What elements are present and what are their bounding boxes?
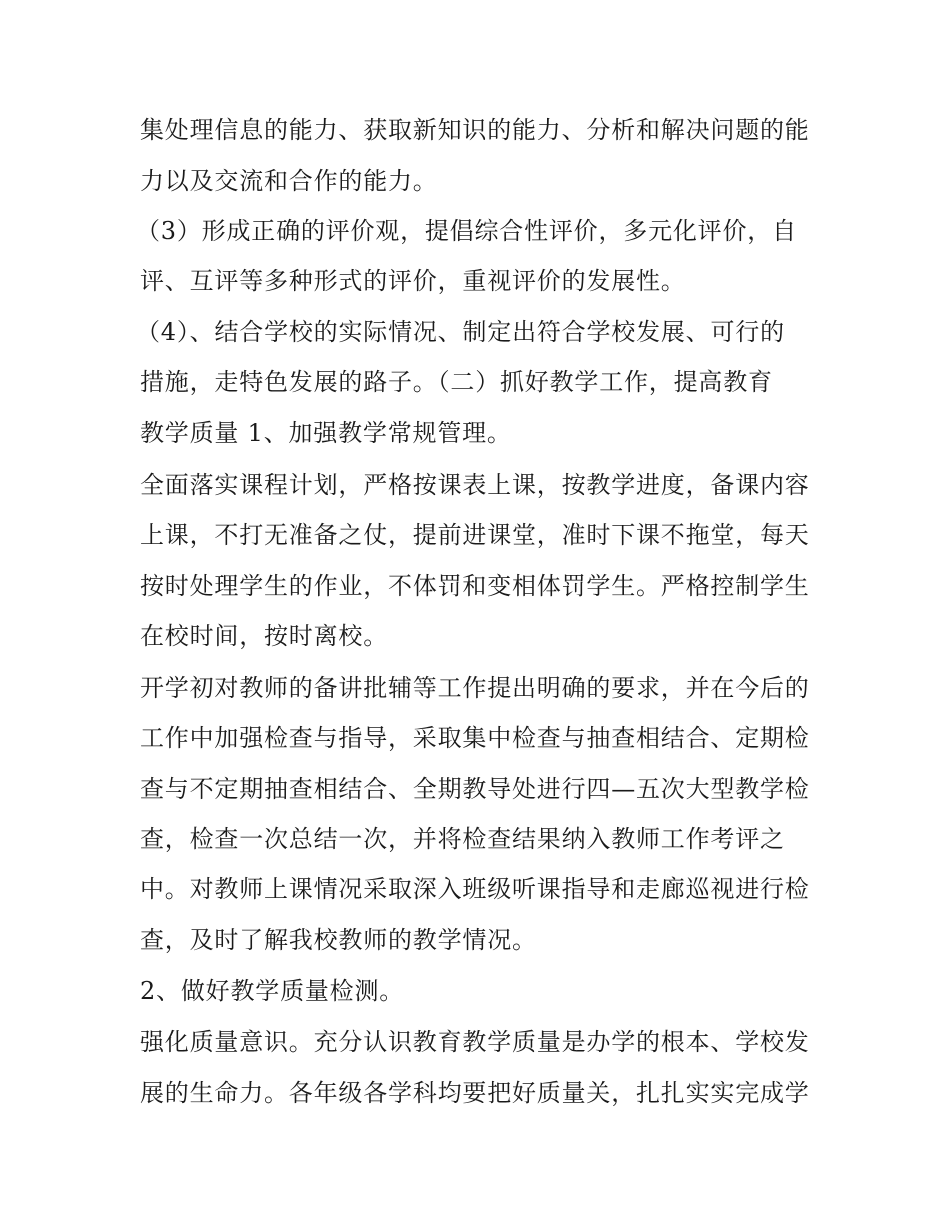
- text-line: 教学质量 1、加强教学常规管理。: [140, 419, 512, 447]
- text-line: 中。对教师上课情况采取深入班级听课指导和走廊巡视进行检: [140, 875, 810, 903]
- text-line: 集处理信息的能力、获取新知识的能力、分析和解决问题的能: [140, 116, 810, 144]
- text-line: 查，检查一次总结一次，并将检查结果纳入教师工作考评之: [140, 825, 785, 853]
- text-line: 上课，不打无准备之仗，提前进课堂，准时下课不拖堂，每天: [140, 521, 810, 549]
- text-line: 展的生命力。各年级各学科均要把好质量关，扎扎实实完成学: [140, 1079, 810, 1107]
- text-line: 开学初对教师的备讲批辅等工作提出明确的要求，并在今后的: [140, 674, 810, 702]
- text-line: 强化质量意识。充分认识教育教学质量是办学的根本、学校发: [140, 1028, 810, 1056]
- text-line: 在校时间，按时离校。: [140, 622, 388, 650]
- text-line: 全面落实课程计划，严格按课表上课，按教学进度，备课内容: [140, 471, 810, 499]
- text-line: （4）、结合学校的实际情况、制定出符合学校发展、可行的: [136, 318, 785, 346]
- text-line: 2、做好教学质量检测。: [140, 977, 405, 1005]
- text-line: 工作中加强检查与指导，采取集中检查与抽查相结合、定期检: [140, 724, 810, 752]
- text-line: 评、互评等多种形式的评价，重视评价的发展性。: [140, 267, 686, 295]
- text-line: 按时处理学生的作业，不体罚和变相体罚学生。严格控制学生: [140, 572, 810, 600]
- text-line: 力以及交流和合作的能力。: [140, 167, 438, 195]
- text-line: 查与不定期抽查相结合、全期教导处进行四—五次大型教学检: [140, 775, 810, 803]
- text-line: （3）形成正确的评价观，提倡综合性评价，多元化评价，自: [136, 217, 797, 245]
- text-line: 查，及时了解我校教师的教学情况。: [140, 926, 537, 954]
- text-line: 措施，走特色发展的路子。（二）抓好教学工作，提高教育: [140, 368, 773, 396]
